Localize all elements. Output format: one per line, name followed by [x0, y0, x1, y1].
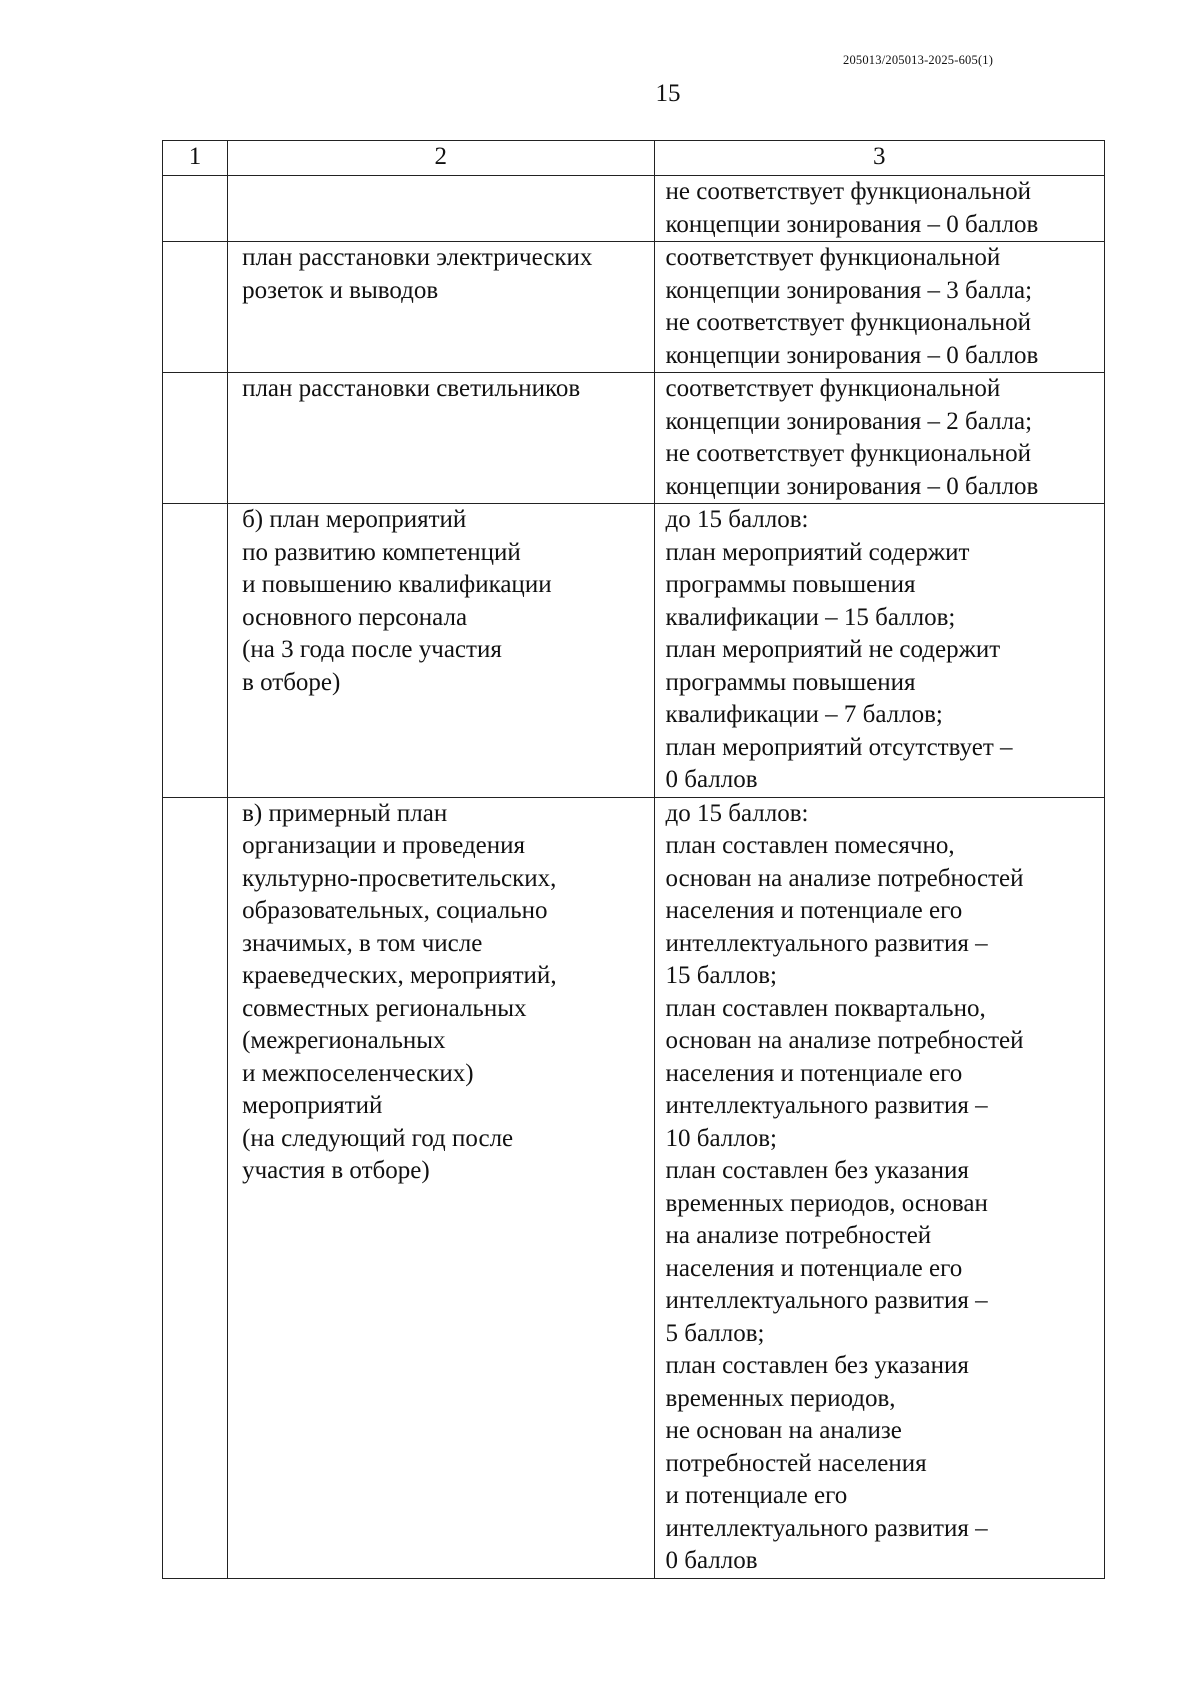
criterion-cell-line: и повышению квалификации: [242, 571, 552, 598]
scoring-cell-line: основан на анализе потребностей: [665, 864, 1024, 892]
scoring-cell-line: соответствует функциональной: [665, 244, 1001, 271]
row-number-cell: [163, 504, 228, 798]
scoring-cell-line: временных периодов, основан: [665, 1189, 988, 1217]
scoring-cell-line: 5 баллов;: [665, 1319, 765, 1347]
scoring-cell-line: временных периодов,: [665, 1384, 896, 1412]
scoring-cell-line: интеллектуального развития –: [665, 1287, 988, 1314]
column-header-3: 3: [654, 141, 1105, 176]
criterion-cell: [228, 176, 654, 242]
criterion-cell-line: значимых, в том числе: [242, 929, 483, 957]
scoring-cell-line: план составлен поквартально,: [665, 994, 986, 1022]
scoring-cell-line: концепции зонирования – 2 балла;: [665, 407, 1033, 435]
scoring-cell-line: план мероприятий не содержит: [665, 636, 1001, 663]
document-id: 205013/205013-2025-605(1): [843, 53, 994, 67]
scoring-cell-line: 0 баллов: [665, 766, 758, 793]
scoring-cell-line: 15 баллов;: [665, 962, 777, 989]
criterion-cell-line: план расстановки светильников: [242, 375, 581, 402]
scoring-cell-line: концепции зонирования – 0 баллов: [665, 341, 1039, 369]
criterion-cell-line: образовательных, социально: [242, 897, 548, 924]
scoring-cell-line: соответствует функциональной: [665, 375, 1001, 402]
criterion-cell: [228, 373, 654, 504]
scoring-cell-line: населения и потенциале его: [665, 1059, 963, 1087]
scoring-cell-line: потребностей населения: [665, 1449, 927, 1477]
scoring-cell: [654, 176, 1105, 242]
scoring-cell-line: интеллектуального развития –: [665, 1092, 988, 1119]
criterion-cell-line: в отборе): [242, 668, 341, 696]
scoring-cell-line: интеллектуального развития –: [665, 929, 988, 957]
scoring-cell-line: план мероприятий отсутствует –: [665, 733, 1013, 761]
scoring-cell-line: населения и потенциале его: [665, 897, 963, 924]
scoring-cell-line: квалификации – 15 баллов;: [665, 603, 956, 631]
table-row: [163, 797, 1105, 1578]
page-number: 15: [655, 80, 681, 107]
table-row: [163, 242, 1105, 373]
column-header-2: 2: [228, 141, 654, 176]
scoring-cell-line: до 15 баллов:: [665, 799, 809, 827]
criterion-cell-line: участия в отборе): [242, 1157, 430, 1184]
scoring-cell-line: концепции зонирования – 3 балла;: [665, 276, 1033, 304]
row-number-cell: [163, 176, 228, 242]
criterion-cell-line: по развитию компетенций: [242, 538, 521, 566]
scoring-cell-line: план мероприятий содержит: [665, 538, 970, 566]
criterion-cell-line: (на 3 года после участия: [242, 636, 502, 663]
scoring-cell-line: программы повышения: [665, 668, 916, 696]
criterion-cell-line: план расстановки электрических: [242, 244, 593, 271]
criterion-cell: [228, 504, 654, 798]
table-row: [163, 373, 1105, 504]
scoring-cell-line: до 15 баллов:: [665, 506, 809, 533]
scoring-cell-line: населения и потенциале его: [665, 1254, 963, 1282]
criterion-cell-line: (на следующий год после: [242, 1124, 514, 1152]
scoring-cell-line: интеллектуального развития –: [665, 1514, 988, 1542]
scoring-cell: [654, 504, 1105, 798]
scoring-cell-line: и потенциале его: [665, 1482, 848, 1509]
criterion-cell-line: краеведческих, мероприятий,: [242, 962, 557, 989]
scoring-cell-line: 0 баллов: [665, 1547, 758, 1574]
scoring-cell-line: не соответствует функциональной: [665, 309, 1032, 336]
criterion-cell: [228, 242, 654, 373]
scoring-cell: [654, 242, 1105, 373]
criterion-cell-line: и межпоселенческих): [242, 1059, 474, 1087]
scoring-cell-line: не соответствует функциональной: [665, 178, 1032, 205]
table-header-row: [163, 141, 1105, 176]
criterion-cell-line: в) примерный план: [242, 799, 448, 827]
criterion-cell-line: мероприятий: [242, 1092, 383, 1119]
row-number-cell: [163, 797, 228, 1578]
criterion-cell-line: розеток и выводов: [242, 276, 439, 304]
table-row: [163, 176, 1105, 242]
criterion-cell: [228, 797, 654, 1578]
scoring-cell-line: план составлен без указания: [665, 1352, 969, 1379]
scoring-cell-line: квалификации – 7 баллов;: [665, 701, 943, 728]
row-number-cell: [163, 242, 228, 373]
table-row: [163, 504, 1105, 798]
scoring-cell-line: не основан на анализе: [665, 1417, 902, 1444]
scoring-cell-line: не соответствует функциональной: [665, 440, 1032, 467]
scoring-cell-line: концепции зонирования – 0 баллов: [665, 210, 1039, 238]
column-header-1: 1: [163, 141, 228, 176]
criterion-cell-line: б) план мероприятий: [242, 506, 467, 533]
scoring-cell-line: основан на анализе потребностей: [665, 1027, 1024, 1054]
scoring-cell: [654, 373, 1105, 504]
scoring-cell-line: 10 баллов;: [665, 1124, 777, 1152]
criterion-cell-line: основного персонала: [242, 603, 468, 631]
criterion-cell-line: совместных региональных: [242, 994, 527, 1022]
criterion-cell-line: организации и проведения: [242, 832, 526, 859]
scoring-cell-line: план составлен помесячно,: [665, 832, 955, 859]
scoring-cell: [654, 797, 1105, 1578]
row-number-cell: [163, 373, 228, 504]
scoring-cell-line: концепции зонирования – 0 баллов: [665, 472, 1039, 500]
criterion-cell-line: (межрегиональных: [242, 1027, 446, 1054]
scoring-cell-line: на анализе потребностей: [665, 1222, 932, 1249]
scoring-cell-line: план составлен без указания: [665, 1157, 969, 1184]
criterion-cell-line: культурно-просветительских,: [242, 864, 557, 892]
criteria-table: [162, 140, 1105, 1579]
scoring-cell-line: программы повышения: [665, 571, 916, 598]
